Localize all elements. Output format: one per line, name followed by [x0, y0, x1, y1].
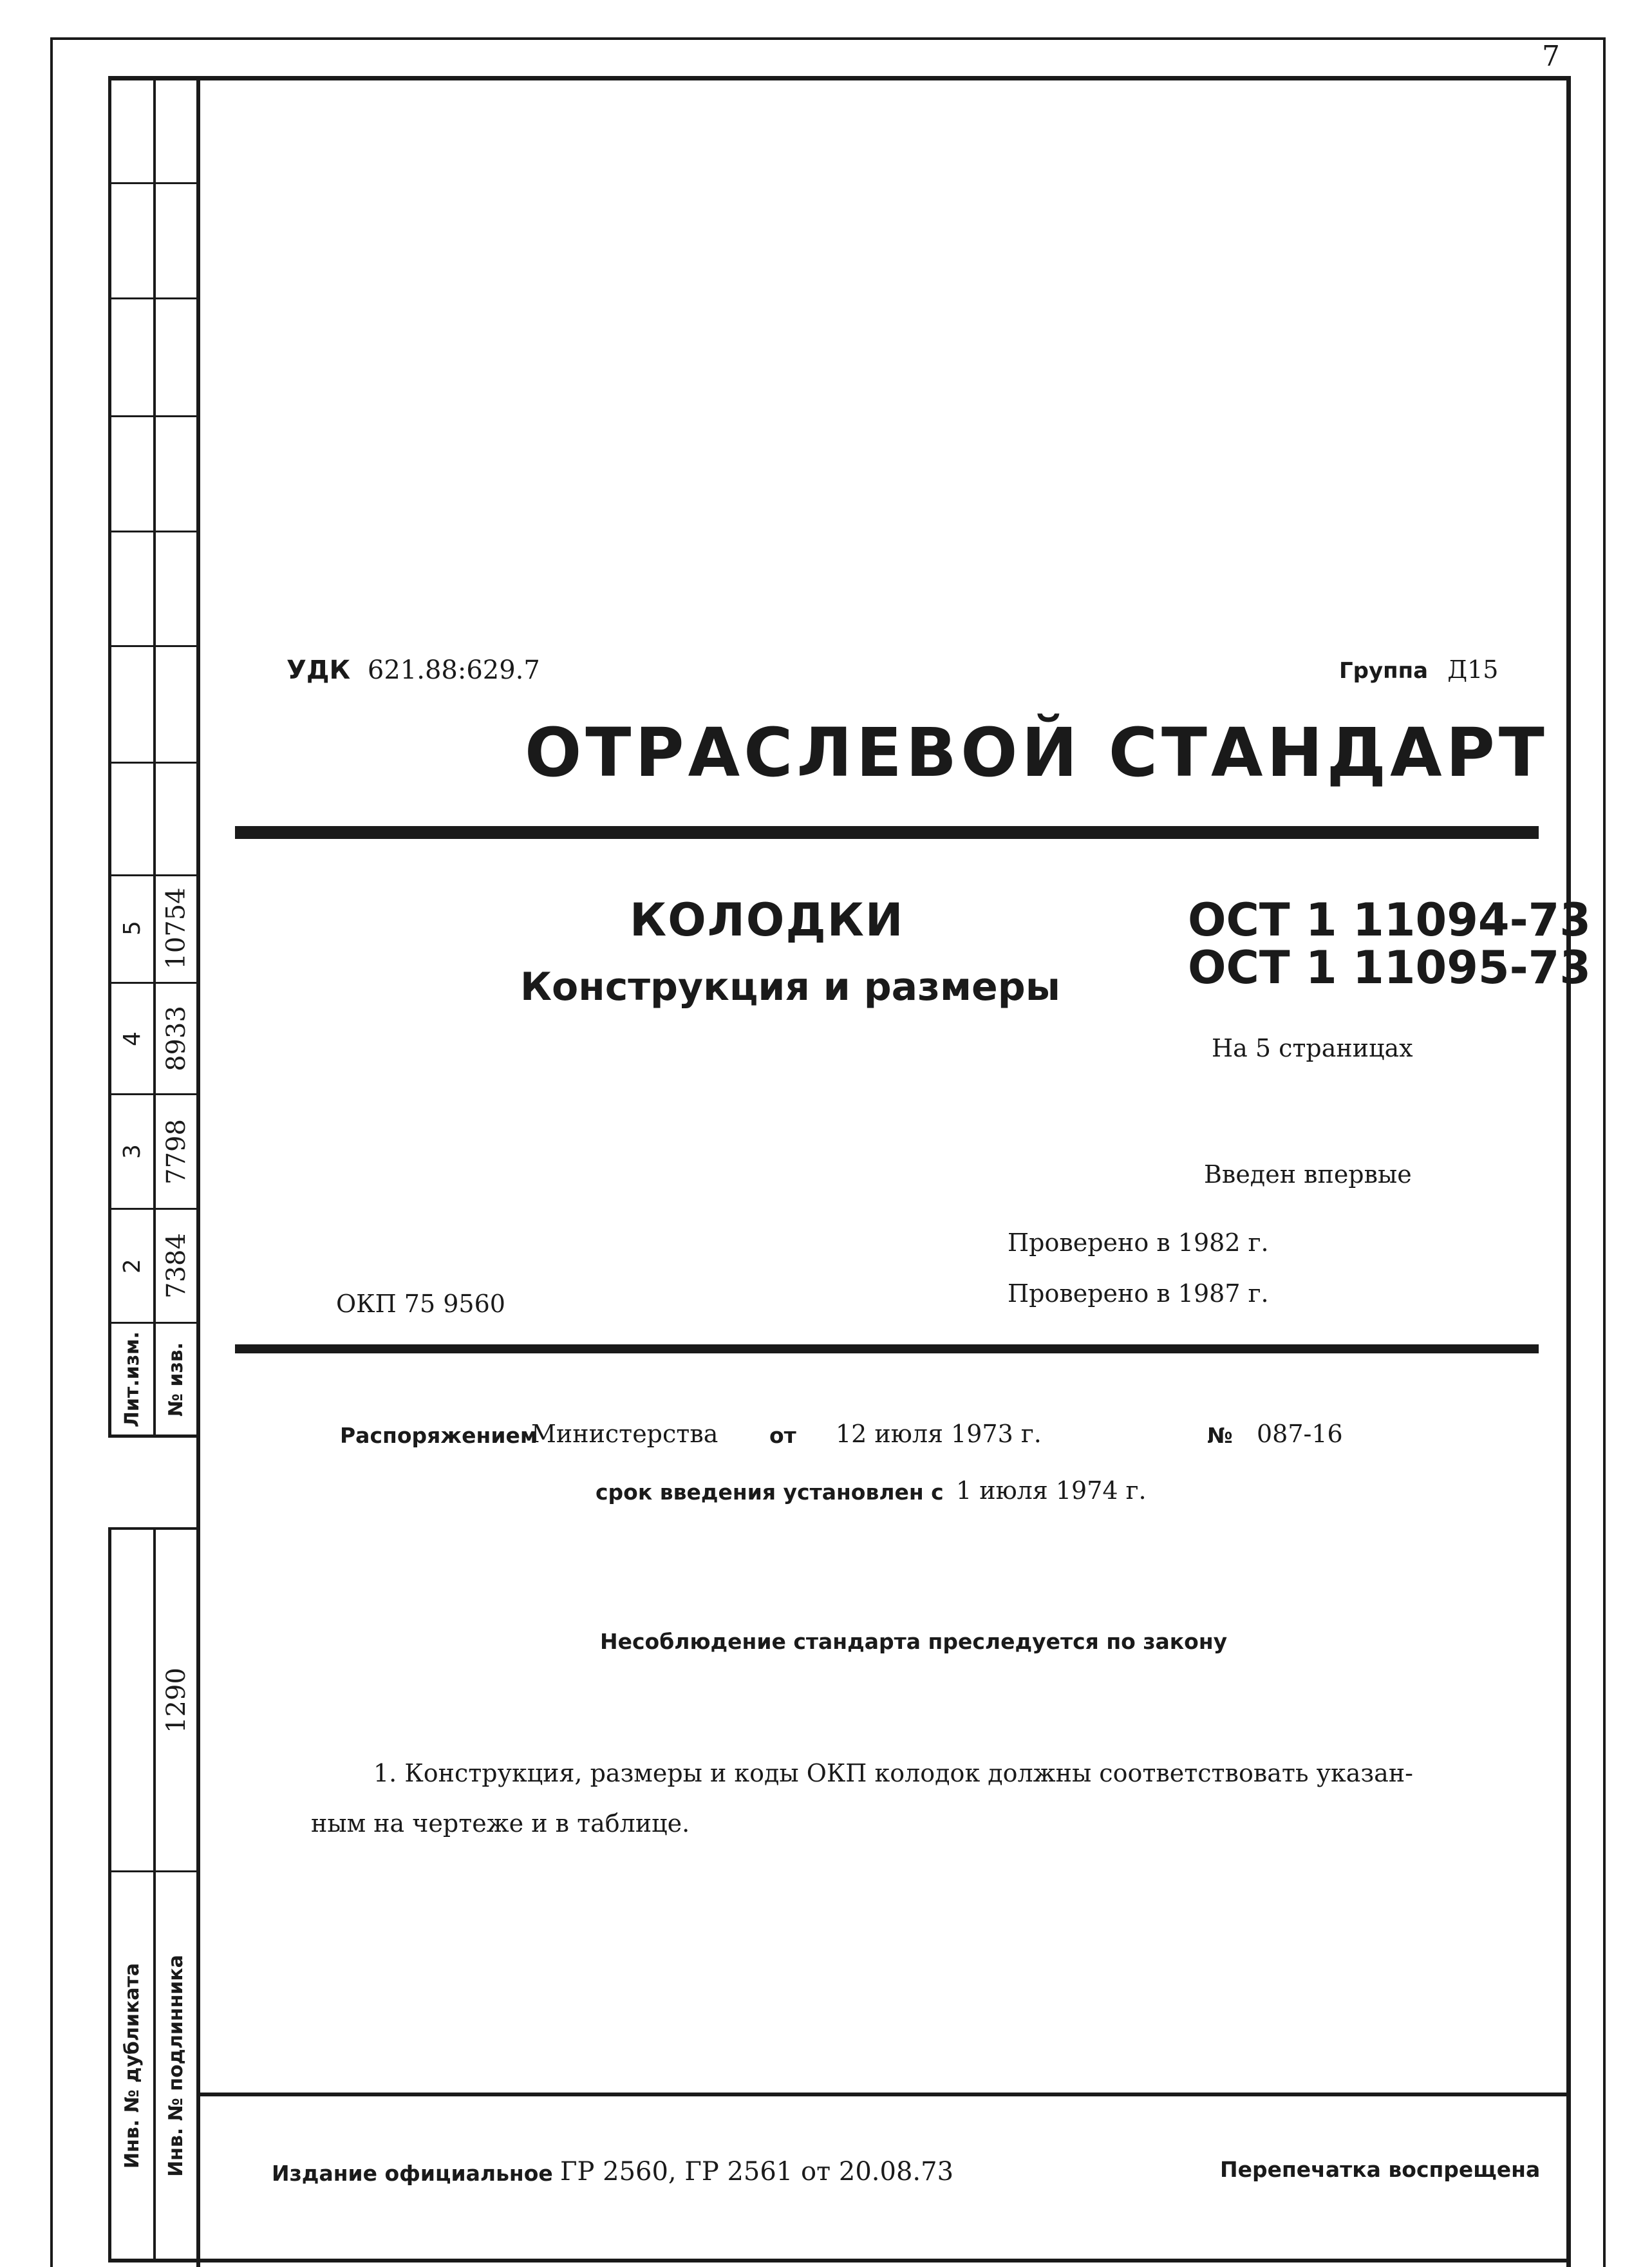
reprint-notice: Перепечатка воспрещена [1220, 2157, 1541, 2182]
revision-number: 10754 [161, 887, 191, 970]
revision-lit: 2 [119, 1258, 145, 1274]
page-number: 7 [1542, 40, 1560, 73]
duplicate-label: Инв. № дубликата [121, 1962, 144, 2168]
revision-number: 8933 [161, 1006, 191, 1071]
group-label: Группа [1339, 658, 1429, 684]
frame-top [108, 76, 1571, 80]
outer-border-left [50, 37, 53, 2267]
product-subtitle: Конструкция и размеры [520, 964, 1060, 1010]
udk-line [286, 655, 540, 685]
revision-number: 7798 [161, 1118, 191, 1185]
checked-note: Проверено в 1987 г. [1008, 1279, 1269, 1308]
gr-reference: ГР 2560, ГР 2561 от 20.08.73 [560, 2157, 954, 2187]
checked-note: Проверено в 1982 г. [1008, 1228, 1269, 1257]
term-label: срок введения установлен с [596, 1480, 944, 1505]
revision-lit: 5 [119, 921, 145, 936]
order-date: 12 июля 1973 г. [836, 1420, 1042, 1448]
thick-rule-bottom [235, 1344, 1539, 1353]
revision-lit: 4 [119, 1031, 145, 1046]
group-line [1339, 655, 1498, 684]
introduced-note: Введен впервые [1204, 1160, 1412, 1189]
sidebar-div [108, 297, 198, 299]
order-number-label: № [1207, 1423, 1233, 1448]
duplicate-value: 1290 [161, 1667, 191, 1733]
sidebar-div [108, 415, 198, 417]
frame-left [196, 76, 200, 2267]
paragraph-line: ным на чертеже и в таблице. [311, 1809, 690, 1838]
pages-note: На 5 страницах [1212, 1034, 1413, 1062]
revision-number: 7384 [161, 1233, 191, 1299]
sidebar-div [108, 762, 198, 764]
paragraph-line: 1. Конструкция, размеры и коды ОКП колодок должны соответствовать указан- [373, 1759, 1413, 1787]
sidebar-div [108, 1435, 198, 1438]
standard-code: ОСТ 1 11095-73 [1188, 941, 1591, 994]
frame-right [1566, 76, 1571, 2267]
sidebar-div [108, 182, 198, 184]
thick-rule-top [235, 826, 1539, 839]
order-number: 087-16 [1257, 1420, 1343, 1448]
sidebar-div [108, 645, 198, 647]
order-from-label: от [769, 1423, 796, 1448]
sidebar-div [108, 531, 198, 532]
group-value: Д15 [1447, 655, 1499, 684]
udk-value: 621.88:629.7 [367, 655, 540, 685]
page-title: ОТРАСЛЕВОЙ СТАНДАРТ [525, 713, 1548, 792]
order-authority: Министерства [531, 1420, 718, 1448]
num-header: № изв. [165, 1342, 187, 1416]
outer-border-top [50, 37, 1606, 40]
standard-code: ОСТ 1 11094-73 [1188, 894, 1591, 946]
legal-notice: Несоблюдение стандарта преследуется по закону [600, 1629, 1228, 1654]
frame-bottom [108, 2259, 1571, 2262]
edition-label: Издание официальное [272, 2161, 553, 2186]
order-label: Распоряжением [340, 1423, 538, 1448]
udk-label: УДК [286, 655, 351, 685]
original-label: Инв. № подлинника [165, 1954, 187, 2177]
revision-lit: 3 [119, 1144, 145, 1159]
okp-code: ОКП 75 9560 [336, 1290, 505, 1318]
lit-header: Лит.изм. [121, 1331, 144, 1427]
frame-footer-line [196, 2093, 1571, 2096]
term-date: 1 июля 1974 г. [956, 1476, 1147, 1505]
product-name: КОЛОДКИ [630, 894, 905, 946]
outer-border-right [1603, 37, 1606, 2267]
